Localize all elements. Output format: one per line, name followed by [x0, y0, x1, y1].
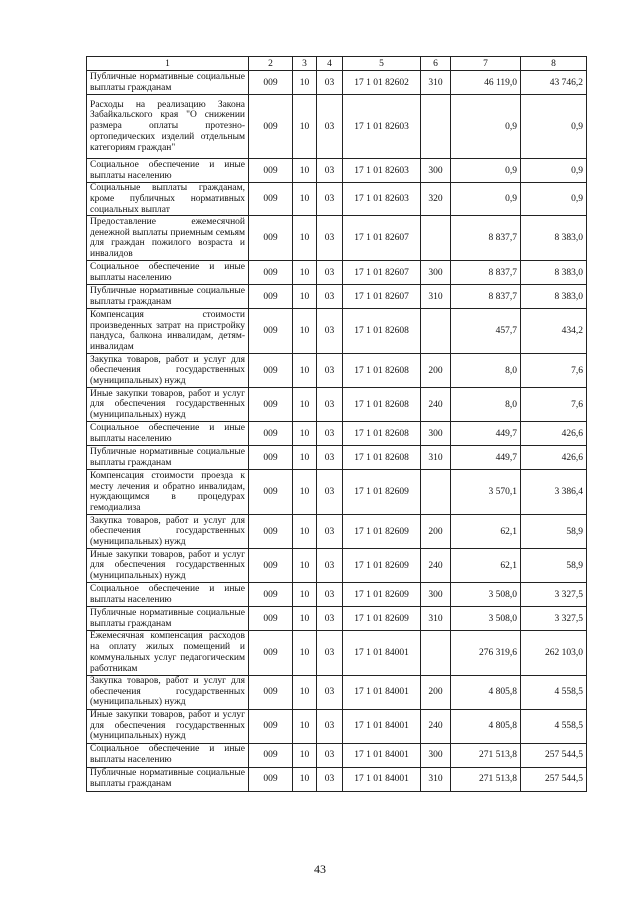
- expense-type-code: 300: [421, 159, 451, 183]
- admin-code: 009: [249, 95, 293, 159]
- column-header-7: 7: [451, 57, 521, 71]
- target-article-code: 17 1 01 84001: [343, 709, 421, 743]
- admin-code: 009: [249, 549, 293, 583]
- section-code: 10: [293, 446, 317, 470]
- column-header-3: 3: [293, 57, 317, 71]
- target-article-code: 17 1 01 82608: [343, 446, 421, 470]
- item-name: Социальное обеспечение и иные выплаты населению: [87, 422, 249, 446]
- expense-type-code: 240: [421, 549, 451, 583]
- amount-col-8: 426,6: [521, 446, 587, 470]
- table-row: [87, 159, 587, 183]
- target-article-code: 17 1 01 82609: [343, 607, 421, 631]
- expense-type-code: 310: [421, 446, 451, 470]
- table-row: [87, 422, 587, 446]
- section-code: 10: [293, 183, 317, 216]
- amount-col-7: 276 319,6: [451, 631, 521, 675]
- table-row: [87, 71, 587, 95]
- target-article-code: 17 1 01 82607: [343, 216, 421, 261]
- subsection-code: 03: [317, 446, 343, 470]
- amount-col-8: 3 386,4: [521, 470, 587, 515]
- section-code: 10: [293, 422, 317, 446]
- amount-col-7: 46 119,0: [451, 71, 521, 95]
- expense-type-code: 300: [421, 422, 451, 446]
- item-name: Социальное обеспечение и иные выплаты населению: [87, 583, 249, 607]
- target-article-code: 17 1 01 84001: [343, 767, 421, 791]
- amount-col-8: 3 327,5: [521, 607, 587, 631]
- table-row: [87, 549, 587, 583]
- admin-code: 009: [249, 388, 293, 422]
- subsection-code: 03: [317, 354, 343, 388]
- amount-col-8: 0,9: [521, 159, 587, 183]
- section-code: 10: [293, 388, 317, 422]
- section-code: 10: [293, 515, 317, 549]
- amount-col-7: 457,7: [451, 309, 521, 354]
- section-code: 10: [293, 354, 317, 388]
- item-name: Закупка товаров, работ и услуг для обеспечения государственных (муниципальных) нужд: [87, 675, 249, 709]
- amount-col-7: 449,7: [451, 422, 521, 446]
- amount-col-8: 4 558,5: [521, 675, 587, 709]
- target-article-code: 17 1 01 82603: [343, 183, 421, 216]
- amount-col-8: 257 544,5: [521, 767, 587, 791]
- table-row: [87, 446, 587, 470]
- admin-code: 009: [249, 631, 293, 675]
- expense-type-code: 310: [421, 285, 451, 309]
- table-row: [87, 631, 587, 675]
- amount-col-8: 426,6: [521, 422, 587, 446]
- subsection-code: 03: [317, 583, 343, 607]
- subsection-code: 03: [317, 709, 343, 743]
- admin-code: 009: [249, 767, 293, 791]
- subsection-code: 03: [317, 216, 343, 261]
- item-name: Социальное обеспечение и иные выплаты населению: [87, 261, 249, 285]
- amount-col-7: 3 570,1: [451, 470, 521, 515]
- amount-col-8: 8 383,0: [521, 285, 587, 309]
- target-article-code: 17 1 01 82602: [343, 71, 421, 95]
- target-article-code: 17 1 01 82609: [343, 583, 421, 607]
- column-header-2: 2: [249, 57, 293, 71]
- column-header-8: 8: [521, 57, 587, 71]
- admin-code: 009: [249, 261, 293, 285]
- section-code: 10: [293, 767, 317, 791]
- table-row: [87, 354, 587, 388]
- subsection-code: 03: [317, 743, 343, 767]
- admin-code: 009: [249, 607, 293, 631]
- item-name: Социальное обеспечение и иные выплаты населению: [87, 743, 249, 767]
- admin-code: 009: [249, 354, 293, 388]
- subsection-code: 03: [317, 607, 343, 631]
- table-row: [87, 95, 587, 159]
- amount-col-7: 0,9: [451, 95, 521, 159]
- admin-code: 009: [249, 159, 293, 183]
- section-code: 10: [293, 709, 317, 743]
- admin-code: 009: [249, 309, 293, 354]
- admin-code: 009: [249, 743, 293, 767]
- admin-code: 009: [249, 470, 293, 515]
- section-code: 10: [293, 159, 317, 183]
- amount-col-7: 0,9: [451, 159, 521, 183]
- subsection-code: 03: [317, 261, 343, 285]
- column-header-4: 4: [317, 57, 343, 71]
- amount-col-7: 271 513,8: [451, 767, 521, 791]
- expense-type-code: 310: [421, 767, 451, 791]
- target-article-code: 17 1 01 82603: [343, 95, 421, 159]
- amount-col-8: 262 103,0: [521, 631, 587, 675]
- section-code: 10: [293, 309, 317, 354]
- subsection-code: 03: [317, 285, 343, 309]
- table-row: [87, 261, 587, 285]
- column-header-5: 5: [343, 57, 421, 71]
- admin-code: 009: [249, 422, 293, 446]
- expense-type-code: [421, 470, 451, 515]
- amount-col-8: 8 383,0: [521, 261, 587, 285]
- subsection-code: 03: [317, 422, 343, 446]
- item-name: Иные закупки товаров, работ и услуг для обеспечения государственных (муниципальных) нужд: [87, 388, 249, 422]
- section-code: 10: [293, 285, 317, 309]
- expense-type-code: 300: [421, 261, 451, 285]
- admin-code: 009: [249, 183, 293, 216]
- table-row: [87, 515, 587, 549]
- amount-col-7: 0,9: [451, 183, 521, 216]
- subsection-code: 03: [317, 549, 343, 583]
- table-row: [87, 183, 587, 216]
- expense-type-code: [421, 631, 451, 675]
- table-row: [87, 675, 587, 709]
- amount-col-8: 8 383,0: [521, 216, 587, 261]
- expense-type-code: 320: [421, 183, 451, 216]
- admin-code: 009: [249, 709, 293, 743]
- item-name: Публичные нормативные социальные выплаты гражданам: [87, 607, 249, 631]
- section-code: 10: [293, 743, 317, 767]
- section-code: 10: [293, 631, 317, 675]
- item-name: Расходы на реализацию Закона Забайкальского края "О снижении размера оплаты протезно-ортопедических изделий отдельным категориям граждан": [87, 95, 249, 159]
- subsection-code: 03: [317, 388, 343, 422]
- target-article-code: 17 1 01 82607: [343, 261, 421, 285]
- amount-col-7: 62,1: [451, 515, 521, 549]
- subsection-code: 03: [317, 183, 343, 216]
- amount-col-8: 3 327,5: [521, 583, 587, 607]
- section-code: 10: [293, 95, 317, 159]
- section-code: 10: [293, 675, 317, 709]
- subsection-code: 03: [317, 631, 343, 675]
- table-row: [87, 607, 587, 631]
- budget-table: [86, 56, 587, 792]
- target-article-code: 17 1 01 84001: [343, 743, 421, 767]
- amount-col-8: 257 544,5: [521, 743, 587, 767]
- item-name: Иные закупки товаров, работ и услуг для обеспечения государственных (муниципальных) нужд: [87, 709, 249, 743]
- expense-type-code: 200: [421, 354, 451, 388]
- column-header-1: 1: [87, 57, 249, 71]
- expense-type-code: 200: [421, 515, 451, 549]
- amount-col-8: 43 746,2: [521, 71, 587, 95]
- expense-type-code: 240: [421, 709, 451, 743]
- subsection-code: 03: [317, 159, 343, 183]
- section-code: 10: [293, 71, 317, 95]
- subsection-code: 03: [317, 767, 343, 791]
- item-name: Иные закупки товаров, работ и услуг для обеспечения государственных (муниципальных) нужд: [87, 549, 249, 583]
- item-name: Компенсация стоимости произведенных затрат на пристройку пандуса, балкона инвалидам, детям-инвалидам: [87, 309, 249, 354]
- amount-col-7: 8 837,7: [451, 285, 521, 309]
- table-row: [87, 767, 587, 791]
- table-row: [87, 709, 587, 743]
- amount-col-8: 58,9: [521, 549, 587, 583]
- amount-col-8: 0,9: [521, 95, 587, 159]
- expense-type-code: 240: [421, 388, 451, 422]
- expense-type-code: 310: [421, 71, 451, 95]
- item-name: Закупка товаров, работ и услуг для обеспечения государственных (муниципальных) нужд: [87, 515, 249, 549]
- item-name: Публичные нормативные социальные выплаты гражданам: [87, 767, 249, 791]
- admin-code: 009: [249, 675, 293, 709]
- amount-col-7: 8 837,7: [451, 216, 521, 261]
- expense-type-code: 300: [421, 743, 451, 767]
- amount-col-7: 62,1: [451, 549, 521, 583]
- expense-type-code: 200: [421, 675, 451, 709]
- section-code: 10: [293, 549, 317, 583]
- target-article-code: 17 1 01 84001: [343, 631, 421, 675]
- subsection-code: 03: [317, 675, 343, 709]
- header-row: [87, 57, 587, 71]
- amount-col-8: 0,9: [521, 183, 587, 216]
- admin-code: 009: [249, 446, 293, 470]
- amount-col-8: 7,6: [521, 388, 587, 422]
- table-row: [87, 470, 587, 515]
- target-article-code: 17 1 01 82607: [343, 285, 421, 309]
- amount-col-7: 8,0: [451, 388, 521, 422]
- item-name: Публичные нормативные социальные выплаты гражданам: [87, 71, 249, 95]
- column-header-6: 6: [421, 57, 451, 71]
- expense-type-code: [421, 95, 451, 159]
- expense-type-code: [421, 216, 451, 261]
- amount-col-7: 8,0: [451, 354, 521, 388]
- target-article-code: 17 1 01 82608: [343, 422, 421, 446]
- target-article-code: 17 1 01 82609: [343, 515, 421, 549]
- amount-col-8: 7,6: [521, 354, 587, 388]
- subsection-code: 03: [317, 309, 343, 354]
- target-article-code: 17 1 01 82608: [343, 354, 421, 388]
- table-row: [87, 285, 587, 309]
- target-article-code: 17 1 01 82609: [343, 549, 421, 583]
- amount-col-8: 58,9: [521, 515, 587, 549]
- item-name: Социальное обеспечение и иные выплаты населению: [87, 159, 249, 183]
- table-row: [87, 583, 587, 607]
- table-row: [87, 743, 587, 767]
- item-name: Социальные выплаты гражданам, кроме публичных нормативных социальных выплат: [87, 183, 249, 216]
- admin-code: 009: [249, 285, 293, 309]
- admin-code: 009: [249, 216, 293, 261]
- section-code: 10: [293, 216, 317, 261]
- expense-type-code: [421, 309, 451, 354]
- table-row: [87, 309, 587, 354]
- amount-col-7: 3 508,0: [451, 583, 521, 607]
- table-row: [87, 216, 587, 261]
- admin-code: 009: [249, 515, 293, 549]
- item-name: Публичные нормативные социальные выплаты гражданам: [87, 285, 249, 309]
- target-article-code: 17 1 01 82603: [343, 159, 421, 183]
- admin-code: 009: [249, 71, 293, 95]
- amount-col-8: 434,2: [521, 309, 587, 354]
- amount-col-7: 271 513,8: [451, 743, 521, 767]
- amount-col-8: 4 558,5: [521, 709, 587, 743]
- item-name: Публичные нормативные социальные выплаты гражданам: [87, 446, 249, 470]
- item-name: Ежемесячная компенсация расходов на оплату жилых помещений и коммунальных услуг педагогическим работникам: [87, 631, 249, 675]
- subsection-code: 03: [317, 95, 343, 159]
- amount-col-7: 449,7: [451, 446, 521, 470]
- table-row: [87, 388, 587, 422]
- section-code: 10: [293, 607, 317, 631]
- amount-col-7: 4 805,8: [451, 675, 521, 709]
- amount-col-7: 4 805,8: [451, 709, 521, 743]
- item-name: Предоставление ежемесячной денежной выплаты приемным семьям для граждан пожилого возраста и инвалидов: [87, 216, 249, 261]
- target-article-code: 17 1 01 82608: [343, 388, 421, 422]
- item-name: Закупка товаров, работ и услуг для обеспечения государственных (муниципальных) нужд: [87, 354, 249, 388]
- section-code: 10: [293, 261, 317, 285]
- item-name: Компенсация стоимости проезда к месту лечения и обратно инвалидам, нуждающимся в процедурах гемодиализа: [87, 470, 249, 515]
- section-code: 10: [293, 470, 317, 515]
- subsection-code: 03: [317, 470, 343, 515]
- section-code: 10: [293, 583, 317, 607]
- expense-type-code: 310: [421, 607, 451, 631]
- amount-col-7: 8 837,7: [451, 261, 521, 285]
- amount-col-7: 3 508,0: [451, 607, 521, 631]
- target-article-code: 17 1 01 84001: [343, 675, 421, 709]
- page-number: 43: [314, 862, 326, 876]
- subsection-code: 03: [317, 71, 343, 95]
- subsection-code: 03: [317, 515, 343, 549]
- target-article-code: 17 1 01 82608: [343, 309, 421, 354]
- admin-code: 009: [249, 583, 293, 607]
- target-article-code: 17 1 01 82609: [343, 470, 421, 515]
- expense-type-code: 300: [421, 583, 451, 607]
